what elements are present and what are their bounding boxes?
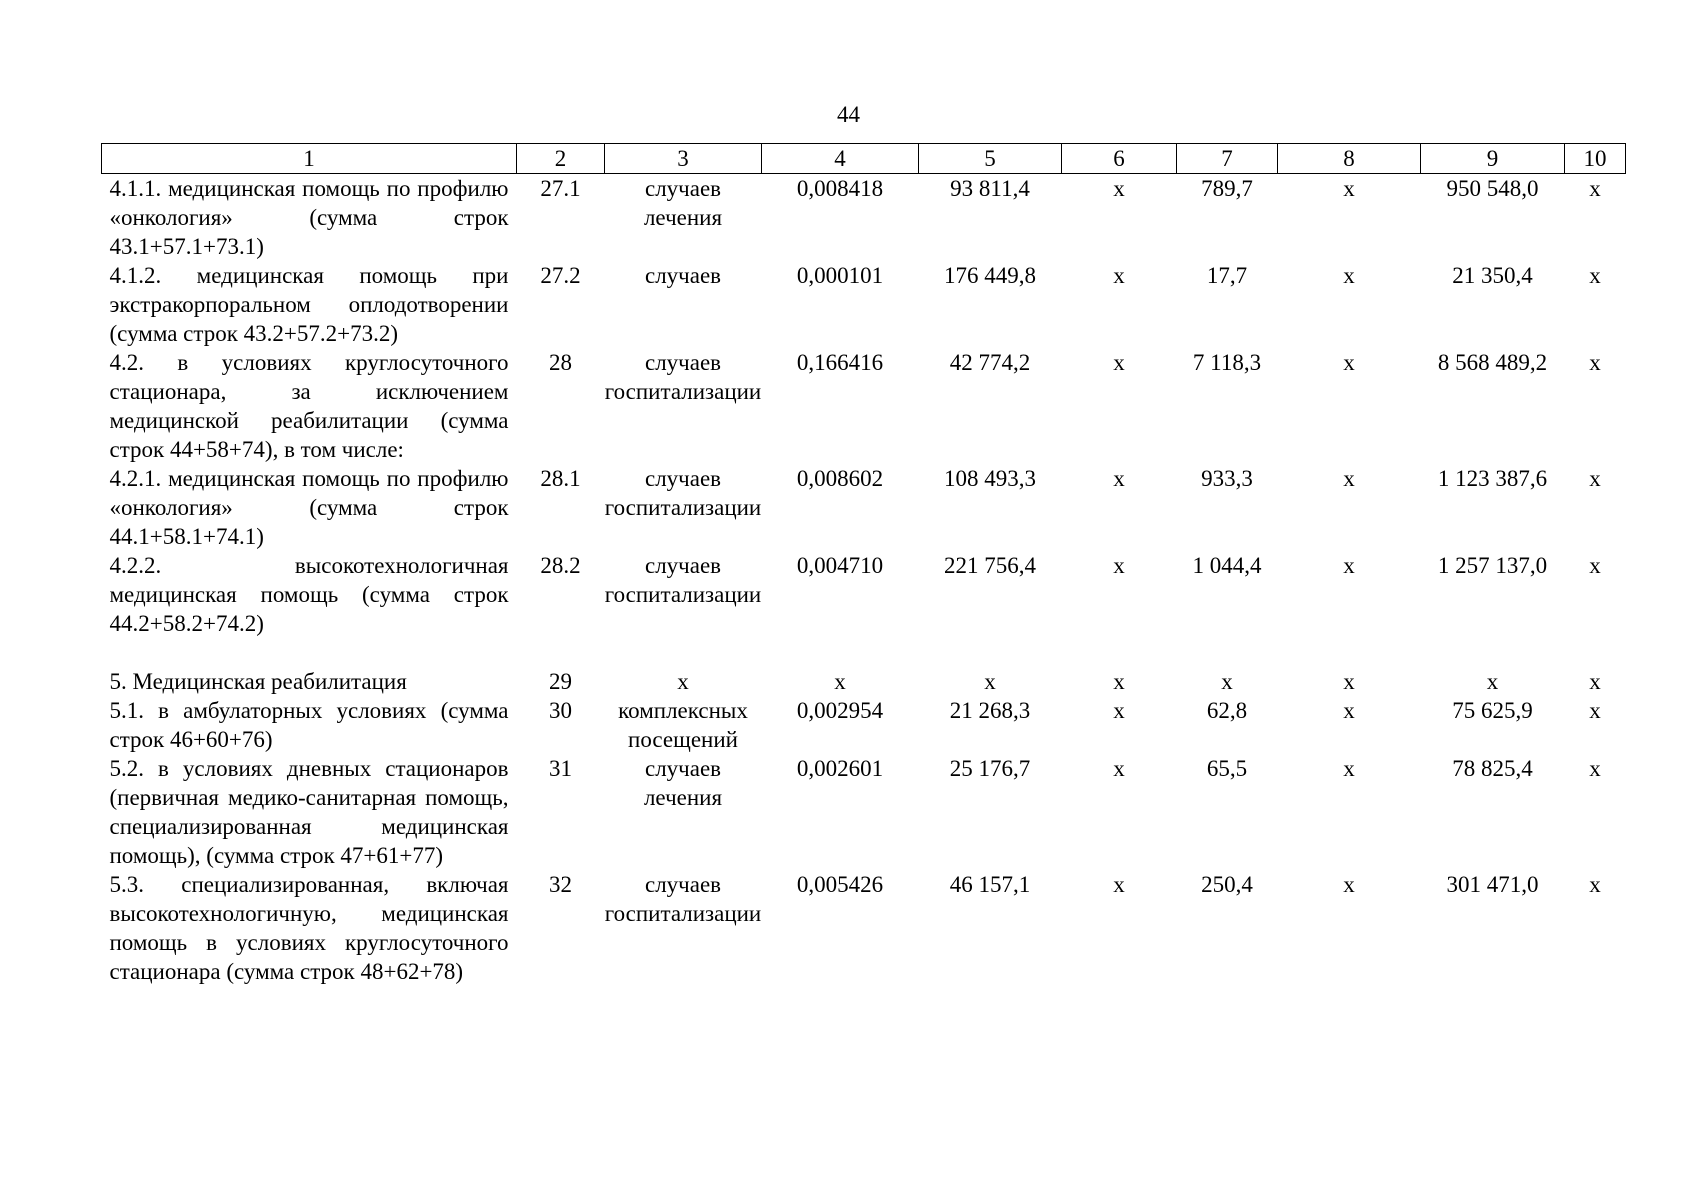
table-row <box>102 696 1626 754</box>
row-col-6: х <box>1113 553 1125 578</box>
row-unit: комплексных посещений <box>618 698 748 752</box>
row-unit: случаев лечения <box>643 756 723 810</box>
row-col-4: 0,002954 <box>796 698 884 723</box>
row-col-4: 0,166416 <box>796 350 884 375</box>
row-unit: х <box>677 669 689 694</box>
row-col-4: 0,002601 <box>796 756 884 781</box>
header-col-4: 4 <box>762 144 919 174</box>
table-header <box>102 144 1626 174</box>
row-col-4: 0,008602 <box>796 466 884 491</box>
header-col-10: 10 <box>1565 144 1626 174</box>
row-unit: случаев <box>644 263 722 288</box>
row-col-4: х <box>834 669 846 694</box>
row-col-8: х <box>1343 176 1355 201</box>
row-col-6: х <box>1113 263 1125 288</box>
header-row <box>102 144 1626 174</box>
row-line-number: 27.2 <box>540 263 581 288</box>
row-line-number: 28 <box>549 350 572 375</box>
row-col-9: х <box>1486 669 1499 694</box>
row-col-5: 42 774,2 <box>949 350 1031 375</box>
row-col-9: 78 825,4 <box>1452 756 1533 781</box>
row-col-5: 176 449,8 <box>944 263 1036 288</box>
table-row <box>102 174 1626 262</box>
data-table <box>101 143 1626 986</box>
header-col-3: 3 <box>605 144 762 174</box>
row-line-number: 28.2 <box>540 553 581 578</box>
row-description: 4.2.2. высокотехнологичная медицинская помощь (сумма строк 44.2+58.2+74.2) <box>109 553 509 636</box>
row-col-8: х <box>1343 350 1355 375</box>
row-col-6: х <box>1113 350 1125 375</box>
row-unit: случаев лечения <box>643 176 723 230</box>
row-col-10: х <box>1589 669 1601 694</box>
row-col-5: х <box>984 669 996 694</box>
row-col-7: 7 118,3 <box>1192 350 1262 375</box>
row-col-6: х <box>1113 466 1125 491</box>
row-col-7: х <box>1221 669 1233 694</box>
row-line-number: 31 <box>549 756 572 781</box>
row-col-7: 1 044,4 <box>1192 553 1262 578</box>
row-col-7: 62,8 <box>1206 698 1248 723</box>
table-row <box>102 870 1626 986</box>
row-col-10: х <box>1589 176 1601 201</box>
row-col-5: 21 268,3 <box>949 698 1031 723</box>
row-line-number: 27.1 <box>540 176 581 201</box>
row-col-5: 46 157,1 <box>949 872 1031 897</box>
header-col-7: 7 <box>1177 144 1278 174</box>
row-col-6: х <box>1113 698 1125 723</box>
row-line-number: 28.1 <box>540 466 581 491</box>
row-col-10: х <box>1589 350 1601 375</box>
row-col-10: х <box>1589 263 1601 288</box>
row-col-9: 21 350,4 <box>1452 263 1533 288</box>
row-col-4: 0,008418 <box>796 176 884 201</box>
row-col-8: х <box>1343 698 1355 723</box>
row-col-9: 75 625,9 <box>1452 698 1533 723</box>
table-row <box>102 667 1626 696</box>
row-col-9: 1 123 387,6 <box>1437 466 1548 491</box>
row-col-7: 250,4 <box>1201 872 1253 897</box>
row-description: 5. Медицинская реабилитация <box>109 669 407 694</box>
row-col-4: 0,000101 <box>796 263 884 288</box>
row-col-9: 1 257 137,0 <box>1437 553 1548 578</box>
header-col-8: 8 <box>1278 144 1421 174</box>
row-line-number: 30 <box>549 698 572 723</box>
row-col-5: 108 493,3 <box>944 466 1036 491</box>
row-col-9: 301 471,0 <box>1446 872 1539 897</box>
spacer-cell <box>102 638 1626 667</box>
row-col-10: х <box>1589 698 1601 723</box>
row-description: 4.1.1. медицинская помощь по профилю «онкология» (сумма строк 43.1+57.1+73.1) <box>109 176 509 259</box>
row-col-10: х <box>1589 466 1601 491</box>
row-col-5: 93 811,4 <box>950 176 1030 201</box>
row-col-6: х <box>1113 669 1125 694</box>
table-row <box>102 261 1626 348</box>
row-col-8: х <box>1343 553 1355 578</box>
row-line-number: 29 <box>549 669 572 694</box>
header-col-2: 2 <box>517 144 605 174</box>
row-col-10: х <box>1589 872 1601 897</box>
row-col-8: х <box>1343 669 1355 694</box>
row-description: 4.2. в условиях круглосуточного стационара, за исключением медицинской реабилитации (сумма строк 44+58+74), в том числе: <box>109 350 509 462</box>
row-col-7: 933,3 <box>1201 466 1253 491</box>
table-body <box>102 174 1626 987</box>
row-description: 5.3. специализированная, включая высокотехнологичную, медицинская помощь в условиях круглосуточного стационара (сумма строк 48+62+78) <box>109 872 509 984</box>
row-unit: случаев госпитализации <box>604 553 762 607</box>
row-col-8: х <box>1343 466 1355 491</box>
row-unit: случаев госпитализации <box>604 872 762 926</box>
row-col-8: х <box>1343 872 1355 897</box>
table-row <box>102 551 1626 638</box>
row-col-7: 789,7 <box>1201 176 1253 201</box>
row-col-8: х <box>1343 263 1355 288</box>
row-description: 4.1.2. медицинская помощь при экстракорпоральном оплодотворении (сумма строк 43.2+57.2+73.2) <box>109 263 509 346</box>
spacer-row <box>102 638 1626 667</box>
header-col-6: 6 <box>1062 144 1177 174</box>
row-col-4: 0,005426 <box>796 872 884 897</box>
row-unit: случаев госпитализации <box>604 466 762 520</box>
row-col-10: х <box>1589 553 1601 578</box>
row-col-9: 8 568 489,2 <box>1437 350 1548 375</box>
row-description: 5.1. в амбулаторных условиях (сумма строк 46+60+76) <box>109 698 509 752</box>
row-col-8: х <box>1343 756 1355 781</box>
row-col-6: х <box>1113 756 1125 781</box>
row-col-6: х <box>1113 176 1125 201</box>
data-table-wrapper <box>101 143 1625 986</box>
header-col-1: 1 <box>102 144 517 174</box>
row-description: 5.2. в условиях дневных стационаров (первичная медико-санитарная помощь, специализированная медицинская помощь), (сумма строк 47+61+77) <box>109 756 509 868</box>
row-col-7: 65,5 <box>1206 756 1248 781</box>
row-col-9: 950 548,0 <box>1446 176 1539 201</box>
row-description: 4.2.1. медицинская помощь по профилю «онкология» (сумма строк 44.1+58.1+74.1) <box>109 466 509 549</box>
table-row <box>102 348 1626 464</box>
row-col-7: 17,7 <box>1206 263 1248 288</box>
table-row <box>102 754 1626 870</box>
row-col-5: 25 176,7 <box>949 756 1031 781</box>
row-col-5: 221 756,4 <box>944 553 1036 578</box>
header-col-5: 5 <box>919 144 1062 174</box>
row-unit: случаев госпитализации <box>604 350 762 404</box>
page-number: 44 <box>837 102 860 127</box>
table-row <box>102 464 1626 551</box>
row-line-number: 32 <box>549 872 572 897</box>
row-col-4: 0,004710 <box>796 553 884 578</box>
row-col-6: х <box>1113 872 1125 897</box>
row-col-10: х <box>1589 756 1601 781</box>
header-col-9: 9 <box>1421 144 1565 174</box>
